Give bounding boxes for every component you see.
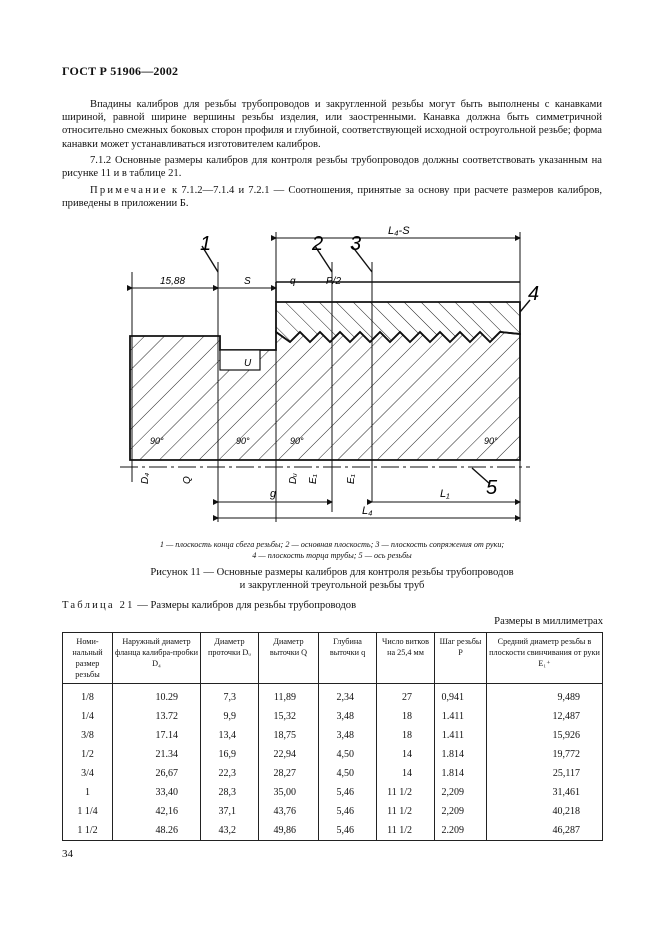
table-title-text: — Размеры калибров для резьбы трубопроводов bbox=[134, 600, 357, 611]
table-cell: 18,75 bbox=[259, 726, 319, 745]
table-header-row bbox=[63, 633, 603, 684]
dim-1588-label: 15,88 bbox=[160, 276, 186, 287]
table-cell: 1/8 bbox=[63, 684, 113, 708]
dim-l4-label: L₄ bbox=[362, 505, 373, 517]
table-cell: 33,40 bbox=[113, 783, 201, 802]
callout-3: 3 bbox=[350, 233, 362, 255]
table-cell: 37,1 bbox=[201, 802, 259, 821]
callout-4: 4 bbox=[528, 283, 540, 305]
table-cell: 2,209 bbox=[435, 802, 487, 821]
table-cell: 1/2 bbox=[63, 745, 113, 764]
table-cell: 15,32 bbox=[259, 707, 319, 726]
calibre-size-table bbox=[62, 632, 603, 841]
table-cell: 12,487 bbox=[487, 707, 603, 726]
diam-du-label: Dᵤ bbox=[288, 473, 299, 484]
table-cell: 5,46 bbox=[319, 821, 377, 841]
table-cell: 1 1/4 bbox=[63, 802, 113, 821]
table-title-label: Таблица 21 bbox=[62, 600, 135, 611]
table-cell: 3,48 bbox=[319, 707, 377, 726]
table-cell: 5,46 bbox=[319, 802, 377, 821]
table-cell: 11 1/2 bbox=[377, 783, 435, 802]
paragraph-note bbox=[62, 184, 602, 210]
dim-l1-label: L₁ bbox=[440, 488, 450, 500]
figure-caption-line-2: и закругленной треугольной резьбы труб bbox=[239, 580, 425, 591]
callout-2: 2 bbox=[312, 233, 324, 255]
table-cell: 28,27 bbox=[259, 764, 319, 783]
gauge-body bbox=[130, 332, 520, 460]
table-row bbox=[63, 684, 603, 708]
angle-label-4: 90° bbox=[484, 436, 498, 446]
table-title bbox=[62, 600, 356, 611]
table-header-cell: Номи-нальный размер резьбы bbox=[63, 633, 113, 684]
figure-legend-line-1: 1 — плоскость конца сбега резьбы; 2 — основная плоскость; 3 — плоскость сопряжения от руки; bbox=[159, 540, 505, 549]
table-header-cell: Наружный диаметр фланца калибра-пробки D₄ bbox=[113, 633, 201, 684]
table-cell: 31,461 bbox=[487, 783, 603, 802]
table-units: Размеры в миллиметрах bbox=[494, 616, 603, 627]
paragraph-7-1-2: 7.1.2 Основные размеры калибров для контроля резьбы трубопроводов должны соответствовать указанным на рисунке 11 и в таблице 21. bbox=[62, 155, 602, 180]
table-cell: 18 bbox=[377, 726, 435, 745]
diam-e1-label-1: E₁ bbox=[308, 474, 319, 484]
table-cell: 26,67 bbox=[113, 764, 201, 783]
table-cell: 2,34 bbox=[319, 684, 377, 708]
note-text: к 7.1.2—7.1.4 и 7.2.1 — Соотношения, принятые за основу при расчете размеров калибров, приведены в приложении Б. bbox=[62, 185, 602, 210]
figure-caption bbox=[62, 566, 602, 592]
table-cell: 9,489 bbox=[487, 684, 603, 708]
table-cell: 4,50 bbox=[319, 764, 377, 783]
table-cell: 1.814 bbox=[435, 764, 487, 783]
table-cell: 19,772 bbox=[487, 745, 603, 764]
figure-11-drawing bbox=[110, 212, 540, 530]
table-cell: 11 1/2 bbox=[377, 802, 435, 821]
dim-s-label: S bbox=[244, 276, 251, 287]
table-row bbox=[63, 745, 603, 764]
angle-label-3: 90° bbox=[290, 436, 304, 446]
table-cell: 13,4 bbox=[201, 726, 259, 745]
callout-5: 5 bbox=[486, 477, 498, 499]
table-row bbox=[63, 821, 603, 841]
table-cell: 11 1/2 bbox=[377, 821, 435, 841]
table-cell: 4,50 bbox=[319, 745, 377, 764]
table-cell: 28,3 bbox=[201, 783, 259, 802]
table-cell: 25,117 bbox=[487, 764, 603, 783]
table-cell: 18 bbox=[377, 707, 435, 726]
table-cell: 16,9 bbox=[201, 745, 259, 764]
diam-d4-label: D₄ bbox=[140, 472, 151, 484]
table-cell: 14 bbox=[377, 764, 435, 783]
table-cell: 1.411 bbox=[435, 707, 487, 726]
table-cell: 48.26 bbox=[113, 821, 201, 841]
table-cell: 3/8 bbox=[63, 726, 113, 745]
dim-l4-s-label: L₄-S bbox=[388, 225, 410, 237]
table-cell: 1 1/2 bbox=[63, 821, 113, 841]
table-row bbox=[63, 764, 603, 783]
table-cell: 46,287 bbox=[487, 821, 603, 841]
table-cell: 22,3 bbox=[201, 764, 259, 783]
paragraph-grooves: Впадины калибров для резьбы трубопроводов и закругленной резьбы могут быть выполнены с канавками шириной, равной ширине вершины резьбы изделия, или заостренными. Канавка должна быть симметричной относительно смежных боковых сторон профиля и глубиной, соответствующей исходной остроугольной резьбе; форма канавки может устанавливаться изготовителем калибров. bbox=[62, 99, 602, 150]
table-row bbox=[63, 707, 603, 726]
figure-caption-line-1: Рисунок 11 — Основные размеры калибров для контроля резьбы трубопроводов bbox=[150, 567, 514, 578]
callout-1: 1 bbox=[200, 233, 212, 255]
table-row bbox=[63, 783, 603, 802]
diam-e1-label-2: E₁ bbox=[346, 474, 357, 484]
table-header-cell: Диаметр проточки Dᵤ bbox=[201, 633, 259, 684]
table-cell: 1/4 bbox=[63, 707, 113, 726]
table-header-cell: Число витков на 25,4 мм bbox=[377, 633, 435, 684]
figure-legend bbox=[62, 539, 602, 561]
table-cell: 3/4 bbox=[63, 764, 113, 783]
undercut bbox=[220, 350, 260, 370]
table-cell: 27 bbox=[377, 684, 435, 708]
table-cell: 1 bbox=[63, 783, 113, 802]
table-cell: 42,16 bbox=[113, 802, 201, 821]
table-cell: 5,46 bbox=[319, 783, 377, 802]
page-number: 34 bbox=[62, 848, 73, 860]
figure-legend-line-2: 4 — плоскость торца трубы; 5 — ось резьбы bbox=[252, 551, 412, 560]
table-cell: 1.411 bbox=[435, 726, 487, 745]
dim-q-label: q bbox=[290, 276, 296, 287]
table-header-cell: Глубина выточки q bbox=[319, 633, 377, 684]
table-cell: 9,9 bbox=[201, 707, 259, 726]
table-cell: 49,86 bbox=[259, 821, 319, 841]
table-cell: 13.72 bbox=[113, 707, 201, 726]
table-cell: 3,48 bbox=[319, 726, 377, 745]
table-cell: 17.14 bbox=[113, 726, 201, 745]
document-header: ГОСТ Р 51906—2002 bbox=[62, 64, 179, 78]
table-cell: 14 bbox=[377, 745, 435, 764]
table-cell: 43,76 bbox=[259, 802, 319, 821]
table-cell: 2.209 bbox=[435, 821, 487, 841]
table-cell: 35,00 bbox=[259, 783, 319, 802]
table-row bbox=[63, 726, 603, 745]
table-cell: 10.29 bbox=[113, 684, 201, 708]
angle-label-2: 90° bbox=[236, 436, 250, 446]
table-cell: 11,89 bbox=[259, 684, 319, 708]
table-cell: 15,926 bbox=[487, 726, 603, 745]
table-cell: 40,218 bbox=[487, 802, 603, 821]
dim-u-label: U bbox=[244, 358, 252, 369]
table-row bbox=[63, 802, 603, 821]
table-header-cell: Диаметр выточки Q bbox=[259, 633, 319, 684]
diam-q-label: Q bbox=[182, 476, 193, 484]
table-header-cell: Средний диаметр резьбы в плоскости свинчивания от руки E₁⁺ bbox=[487, 633, 603, 684]
note-label: Примечание bbox=[90, 185, 168, 196]
table-cell: 22,94 bbox=[259, 745, 319, 764]
angle-label-1: 90° bbox=[150, 436, 164, 446]
dim-p2-label: P/2 bbox=[326, 276, 342, 287]
table-cell: 21.34 bbox=[113, 745, 201, 764]
table-cell: 43,2 bbox=[201, 821, 259, 841]
table-header-cell: Шаг резьбы P bbox=[435, 633, 487, 684]
dim-g-label: g bbox=[270, 488, 277, 500]
table-cell: 1.814 bbox=[435, 745, 487, 764]
table-cell: 2,209 bbox=[435, 783, 487, 802]
table-cell: 0,941 bbox=[435, 684, 487, 708]
table-cell: 7,3 bbox=[201, 684, 259, 708]
